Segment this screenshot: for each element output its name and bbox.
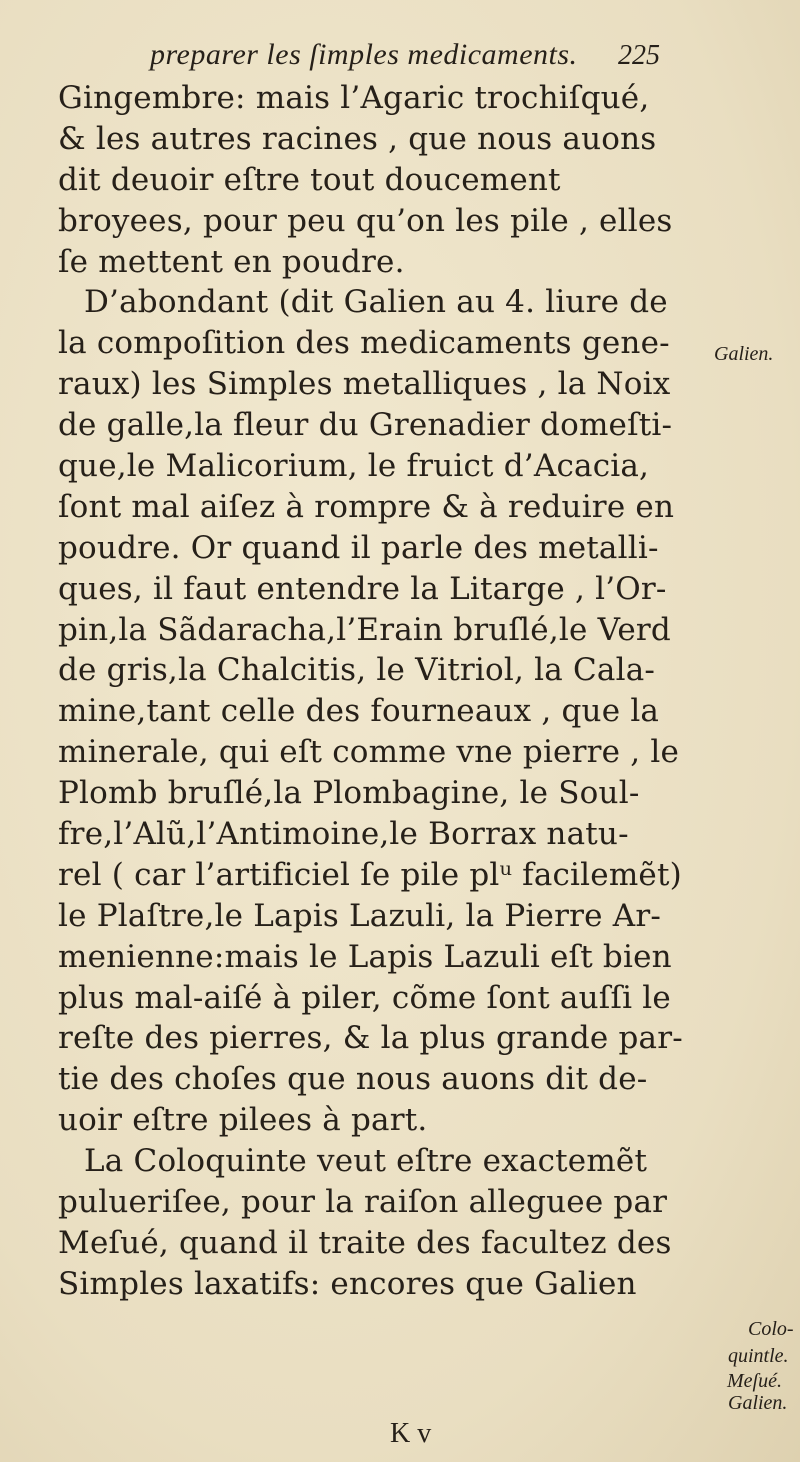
- text-line: & les autres racines , que nous auons: [58, 120, 657, 157]
- text-line: dit deuoir eſtre tout doucement: [58, 161, 561, 198]
- text-line: minerale, qui eſt comme vne pierre , le: [58, 734, 680, 771]
- text-line: le Plaſtre,le Lapis Lazuli, la Pierre Ar-: [58, 897, 662, 934]
- text-line: fre,l’Alũ,l’Antimoine,le Borrax natu-: [58, 816, 629, 853]
- text-line: plus mal-aiſé à piler, cõme ſont auſſi le: [58, 979, 671, 1016]
- margin-note-galien-2: Galien.: [728, 1392, 788, 1414]
- text-line: Simples laxatifs: encores que Galien: [58, 1265, 637, 1302]
- text-line: La Coloquinte veut eſtre exactemẽt: [84, 1143, 648, 1180]
- text-line: rel ( car l’artificiel ſe pile plᵘ facilemẽt): [58, 856, 682, 893]
- text-line: la compoſition des medicaments gene-: [58, 325, 670, 362]
- text-line: ques, il faut entendre la Litarge , l’Or-: [58, 570, 667, 607]
- text-line: broyees, pour peu qu’on les pile , elles: [58, 202, 673, 239]
- margin-note-mesue: Meſué.: [727, 1370, 782, 1392]
- text-line: de galle,la fleur du Grenadier domeſti-: [58, 407, 673, 444]
- text-line: tie des choſes que nous auons dit de-: [58, 1061, 648, 1098]
- text-line: uoir eſtre pilees à part.: [58, 1102, 428, 1139]
- text-line: poudre. Or quand il parle des metalli-: [58, 529, 659, 566]
- text-line: D’abondant (dit Galien au 4. liure de: [84, 284, 668, 321]
- text-line: de gris,la Chalcitis, le Vitriol, la Cala-: [58, 652, 656, 689]
- text-line: Plomb bruſlé,la Plombagine, le Soul-: [58, 775, 640, 812]
- margin-note-coloquinte-2: quintle.: [728, 1345, 789, 1367]
- text-line: Meſué, quand il traite des facultez des: [58, 1224, 672, 1261]
- text-line: Gingembre: mais l’Agaric trochiſqué,: [58, 80, 650, 116]
- text-line: reſte des pierres, & la plus grande par-: [58, 1020, 683, 1057]
- text-line: raux) les Simples metalliques , la Noix: [58, 366, 671, 403]
- text-line: menienne:mais le Lapis Lazuli eſt bien: [58, 938, 672, 975]
- text-line: ſont mal aiſez à rompre & à reduire en: [58, 488, 675, 525]
- text-line: pin,la Sãdaracha,l’Erain bruſlé,le Verd: [58, 611, 671, 648]
- signature-mark: K v: [390, 1418, 432, 1449]
- text-line: pulueriſee, pour la raiſon alleguee par: [58, 1184, 668, 1221]
- margin-note-coloquinte-1: Colo-: [748, 1318, 794, 1340]
- text-line: ſe mettent en poudre.: [58, 243, 405, 280]
- page-number: 225: [618, 40, 660, 71]
- running-head: preparer les ſimples medicaments.: [150, 38, 578, 71]
- body-text: [58, 78, 698, 1305]
- text-line: que,le Malicorium, le fruict d’Acacia,: [58, 448, 650, 485]
- text-line: mine,tant celle des fourneaux , que la: [58, 693, 660, 730]
- margin-note-galien: Galien.: [714, 343, 774, 365]
